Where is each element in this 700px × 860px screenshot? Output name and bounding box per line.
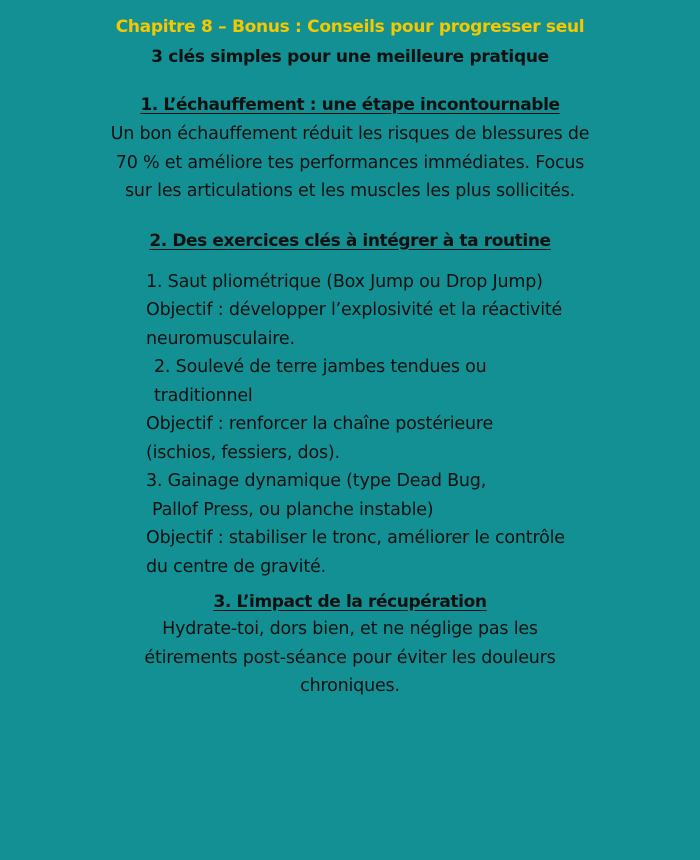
section-heading-recovery: 3. L’impact de la récupération <box>213 592 487 612</box>
section-recovery <box>0 589 700 701</box>
exercise-3-name-line1: 3. Gainage dynamique (type Dead Bug, <box>146 471 487 491</box>
exercise-3-name-line2-wrap <box>146 496 566 525</box>
page-subtitle: 3 clés simples pour une meilleure pratique <box>151 47 549 67</box>
exercise-1-objective: Objectif : développer l’explosivité et la réactivité neuromusculaire. <box>146 300 563 349</box>
chapter-title: Chapitre 8 – Bonus : Conseils pour progresser seul <box>115 17 585 37</box>
exercise-2-name: 2. Soulevé de terre jambes tendues ou traditionnel <box>154 357 487 406</box>
section-body-warmup: Un bon échauffement réduit les risques de blessures de 70 % et améliore tes performances immédiates. Focus sur les articulations et les muscles les plus sollicités. <box>110 124 590 201</box>
exercise-3-objective: Objectif : stabiliser le tronc, améliorer le contrôle du centre de gravité. <box>146 528 565 577</box>
section-body-recovery: Hydrate-toi, dors bien, et ne néglige pas les étirements post-séance pour éviter les douleurs chroniques. <box>144 619 556 696</box>
section-exercises <box>0 228 700 582</box>
exercise-2-objective: Objectif : renforcer la chaîne postérieure (ischios, fessiers, dos). <box>146 414 494 463</box>
section-heading-exercises: 2. Des exercices clés à intégrer à ta routine <box>149 230 551 251</box>
section-heading-warmup: 1. L’échauffement : une étape incontournable <box>140 95 560 115</box>
exercise-list <box>146 268 566 582</box>
section-warmup <box>0 92 700 206</box>
exercise-3-name-line2: Pallof Press, ou planche instable) <box>152 499 434 520</box>
exercise-1-name: 1. Saut pliométrique (Box Jump ou Drop Jump) <box>146 271 543 292</box>
